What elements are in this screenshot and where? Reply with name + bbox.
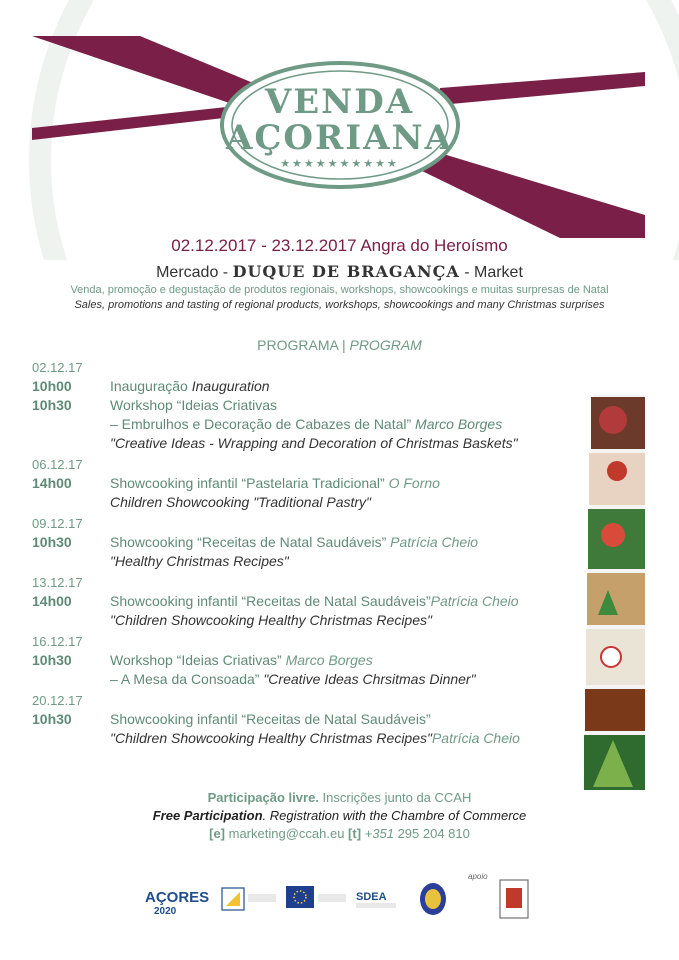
free-pt-bold: Participação livre. — [207, 790, 319, 805]
photo-ornament — [599, 406, 627, 434]
ccah-seal-center — [425, 889, 441, 909]
event-time: 10h30 — [32, 397, 72, 413]
schedule-row — [32, 377, 592, 396]
market-suffix: - Market — [459, 264, 523, 281]
sponsor-logos — [140, 870, 540, 930]
day-date: 20.12.17 — [32, 693, 83, 708]
day-date: 06.12.17 — [32, 457, 83, 472]
photo-dinner — [585, 689, 645, 731]
eu-caption — [318, 894, 346, 902]
event-presenter: Patrícia Cheio — [430, 593, 519, 609]
free-pt-text: Inscrições junto da CCAH — [318, 790, 472, 805]
event-cont-text: – Embrulhos e Decoração de Cabazes de Natal” — [110, 416, 412, 432]
footer — [0, 789, 679, 843]
day-date: 09.12.17 — [32, 516, 83, 531]
tel-number[interactable]: 295 204 810 — [393, 826, 470, 841]
photo-chef-hat — [607, 461, 627, 481]
event-english: Children Showcooking "Traditional Pastry" — [110, 494, 372, 510]
market-prefix: Mercado - — [156, 264, 233, 281]
event-english: "Healthy Christmas Recipes" — [110, 553, 289, 569]
event-time: 10h30 — [32, 534, 72, 550]
acores-logo-text: AÇORES — [145, 889, 210, 906]
free-participation-en — [0, 807, 679, 825]
program-title-pt: PROGRAMA | — [257, 337, 350, 353]
sdea-caption — [356, 903, 396, 908]
schedule-row — [32, 533, 592, 552]
event-text: Workshop “Ideias Criativas” — [110, 652, 282, 668]
day-date: 13.12.17 — [32, 575, 83, 590]
event-title — [110, 592, 592, 611]
schedule-row — [32, 592, 592, 611]
event-time: 10h00 — [32, 378, 72, 394]
event-english-text: "Children Showcooking Healthy Christmas Recipes" — [110, 730, 432, 746]
event-title — [110, 474, 592, 493]
schedule-row — [32, 396, 592, 415]
event-cont-english: "Creative Ideas Chrsitmas Dinner" — [259, 671, 476, 687]
food-photo-strip — [583, 395, 645, 790]
event-text: Showcooking infantil “Pastelaria Tradicional” — [110, 475, 385, 491]
event-presenter: O Forno — [384, 475, 440, 491]
event-en-inline: Inauguration — [191, 378, 270, 394]
description-pt: Venda, promoção e degustação de produtos regionais, workshops, showcookings e muitas surpresas de Natal — [70, 284, 609, 296]
market-name: DUQUE DE BRAGANÇA — [232, 262, 460, 281]
event-text: Showcooking infantil “Receitas de Natal Saudáveis” — [110, 593, 431, 609]
photo-toasts — [587, 573, 645, 625]
event-english: "Children Showcooking Healthy Christmas Recipes" — [110, 612, 432, 628]
event-text: Inauguração — [110, 378, 192, 394]
event-text: Showcooking “Receitas de Natal Saudáveis” — [110, 534, 387, 550]
gov-azores-caption — [248, 894, 276, 902]
event-presenter: Patrícia Cheio — [386, 534, 479, 550]
event-english — [32, 729, 592, 748]
description-en: Sales, promotions and tasting of regional products, workshops, showcookings and many Christmas surprises — [74, 299, 605, 311]
email-link[interactable]: marketing@ccah.eu — [225, 826, 349, 841]
sdea-logo-text: SDEA — [356, 891, 387, 903]
event-presenter: Patrícia Cheio — [431, 730, 520, 746]
tel-prefix: +351 — [361, 826, 394, 841]
event-cont-text: – A Mesa da Consoada” — [110, 671, 260, 687]
event-dates: 02.12.2017 - 23.12.2017 Angra do Heroísmo — [171, 236, 508, 255]
tel-tag: [t] — [348, 826, 362, 841]
program-title-en: PROGRAM — [349, 337, 422, 353]
logo-title-line2: AÇORIANA — [225, 118, 454, 158]
event-presenter: Marco Borges — [281, 652, 373, 668]
event-title — [110, 533, 592, 552]
event-english: "Creative Ideas - Wrapping and Decoration of Christmas Baskets" — [110, 435, 518, 451]
schedule-row — [32, 710, 592, 729]
photo-tomatoes — [601, 523, 625, 547]
eu-flag-logo — [286, 886, 314, 908]
market-line — [0, 262, 679, 282]
schedule-row — [32, 651, 592, 670]
event-time: 14h00 — [32, 593, 72, 609]
program-title — [0, 337, 679, 353]
free-participation-pt — [0, 789, 679, 807]
event-time: 10h30 — [32, 652, 72, 668]
acores-2020-text: 2020 — [154, 906, 177, 917]
schedule — [32, 359, 592, 748]
event-text: Showcooking infantil “Receitas de Natal Saudáveis” — [110, 711, 431, 727]
event-text: Workshop “Ideias Criativas — [110, 397, 278, 413]
municipal-crest-shield — [506, 888, 522, 908]
event-title — [110, 377, 592, 396]
logo-title-line1: VENDA — [264, 82, 415, 122]
event-time: 10h30 — [32, 711, 72, 727]
event-title — [110, 651, 592, 670]
free-en-text: . Registration with the Chambre of Commerce — [262, 808, 527, 823]
event-time: 14h00 — [32, 475, 72, 491]
event-continuation — [32, 670, 592, 689]
support-label: apoio — [468, 872, 488, 881]
day-date: 02.12.17 — [32, 360, 83, 375]
event-continuation — [32, 415, 592, 434]
day-date: 16.12.17 — [32, 634, 83, 649]
logo-stars: ★★★★★★★★★★ — [280, 158, 399, 170]
email-tag: [e] — [209, 826, 226, 841]
event-presenter: Marco Borges — [411, 416, 503, 432]
free-en-bold: Free Participation — [152, 808, 263, 823]
contact-line — [0, 825, 679, 843]
photo-snowman — [601, 647, 621, 667]
schedule-row — [32, 474, 592, 493]
